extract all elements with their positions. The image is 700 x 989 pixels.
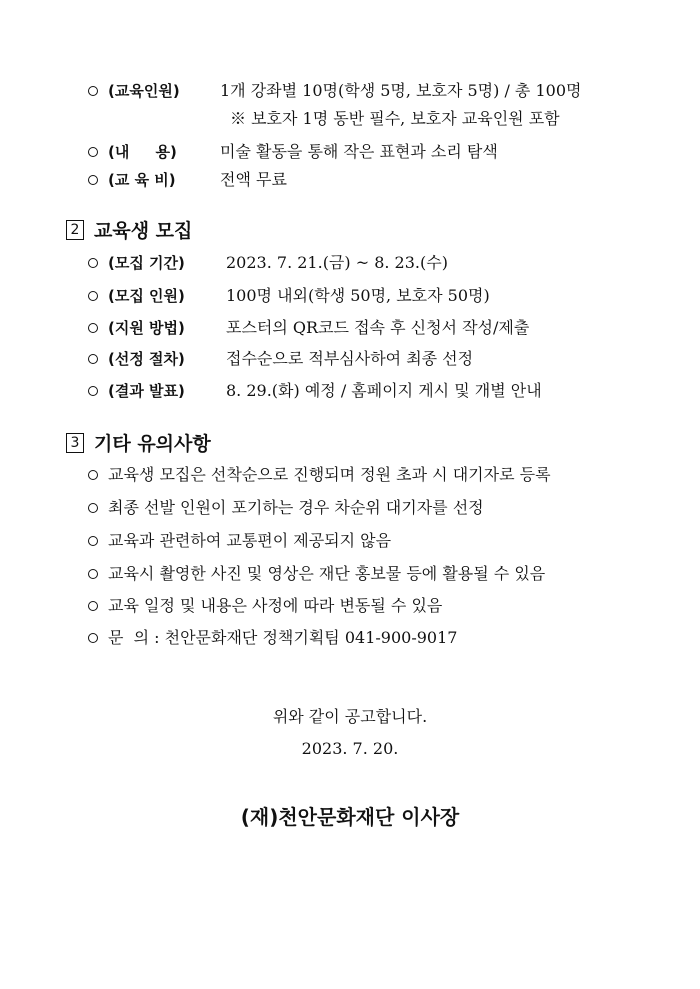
bullet-circle-icon — [88, 147, 98, 157]
bullet-circle-icon — [88, 258, 98, 268]
note-line — [230, 109, 560, 129]
item-value: 2023. 7. 21.(금) ~ 8. 23.(수) — [226, 253, 448, 272]
list-item — [88, 596, 442, 616]
list-item — [88, 465, 551, 485]
bullet-circle-icon — [88, 633, 98, 643]
item-value: 8. 29.(화) 예정 / 홈페이지 게시 및 개별 안내 — [226, 381, 542, 400]
list-item — [88, 498, 484, 518]
notice-date: 2023. 7. 20. — [301, 739, 399, 758]
bullet-circle-icon — [88, 354, 98, 364]
list-item-result — [88, 381, 542, 401]
closing-statement: 위와 같이 공고합니다. — [272, 707, 428, 726]
item-label: (교육인원) — [108, 82, 180, 100]
list-item — [88, 564, 545, 584]
item-value: 100명 내외(학생 50명, 보호자 50명) — [226, 286, 490, 305]
list-item-fee — [88, 170, 287, 190]
signature: (재)천안문화재단 이사장 — [240, 805, 460, 829]
note-text: 교육생 모집은 선착순으로 진행되며 정원 초과 시 대기자로 등록 — [108, 465, 551, 484]
list-item-selection — [88, 349, 473, 369]
note-text: 교육과 관련하여 교통편이 제공되지 않음 — [108, 531, 392, 550]
item-label: (모집 인원) — [108, 287, 185, 305]
item-value: 미술 활동을 통해 작은 표현과 소리 탐색 — [220, 142, 498, 161]
section-title: 기타 유의사항 — [94, 433, 211, 455]
section-title: 교육생 모집 — [94, 220, 193, 242]
item-label: (내 용) — [108, 143, 177, 161]
section-heading-notes — [66, 429, 211, 456]
item-value: 전액 무료 — [220, 170, 287, 189]
list-item-recruit-count — [88, 286, 490, 306]
list-item-education-count — [88, 81, 581, 101]
item-value: 1개 강좌별 10명(학생 5명, 보호자 5명) / 총 100명 — [220, 81, 582, 100]
bullet-circle-icon — [88, 569, 98, 579]
bullet-circle-icon — [88, 503, 98, 513]
note-text: 교육시 촬영한 사진 및 영상은 재단 홍보물 등에 활용될 수 있음 — [108, 564, 546, 583]
list-item-content — [88, 142, 498, 162]
bullet-circle-icon — [88, 386, 98, 396]
bullet-circle-icon — [88, 86, 98, 96]
bullet-circle-icon — [88, 536, 98, 546]
bullet-circle-icon — [88, 291, 98, 301]
item-value: 포스터의 QR코드 접속 후 신청서 작성/제출 — [226, 318, 530, 337]
bullet-circle-icon — [88, 470, 98, 480]
bullet-circle-icon — [88, 601, 98, 611]
section-number: 3 — [66, 433, 84, 453]
list-item-method — [88, 318, 529, 338]
note-text: 최종 선발 인원이 포기하는 경우 차순위 대기자를 선정 — [108, 498, 484, 517]
list-item-contact — [88, 628, 457, 648]
item-label: (지원 방법) — [108, 319, 185, 337]
item-label: (모집 기간) — [108, 254, 185, 272]
bullet-circle-icon — [88, 175, 98, 185]
bullet-circle-icon — [88, 323, 98, 333]
list-item-period — [88, 253, 448, 273]
item-value: 접수순으로 적부심사하여 최종 선정 — [226, 349, 474, 368]
section-number: 2 — [66, 220, 84, 240]
section-heading-recruitment — [66, 216, 192, 243]
item-label: (결과 발표) — [108, 382, 185, 400]
contact-text: 문 의 : 천안문화재단 정책기획팀 041-900-9017 — [108, 628, 458, 647]
item-label: (선정 절차) — [108, 350, 185, 368]
guardian-note: ※ 보호자 1명 동반 필수, 보호자 교육인원 포함 — [230, 109, 560, 128]
note-text: 교육 일정 및 내용은 사정에 따라 변동될 수 있음 — [108, 596, 443, 615]
item-label: (교 육 비) — [108, 171, 176, 189]
list-item — [88, 531, 391, 551]
